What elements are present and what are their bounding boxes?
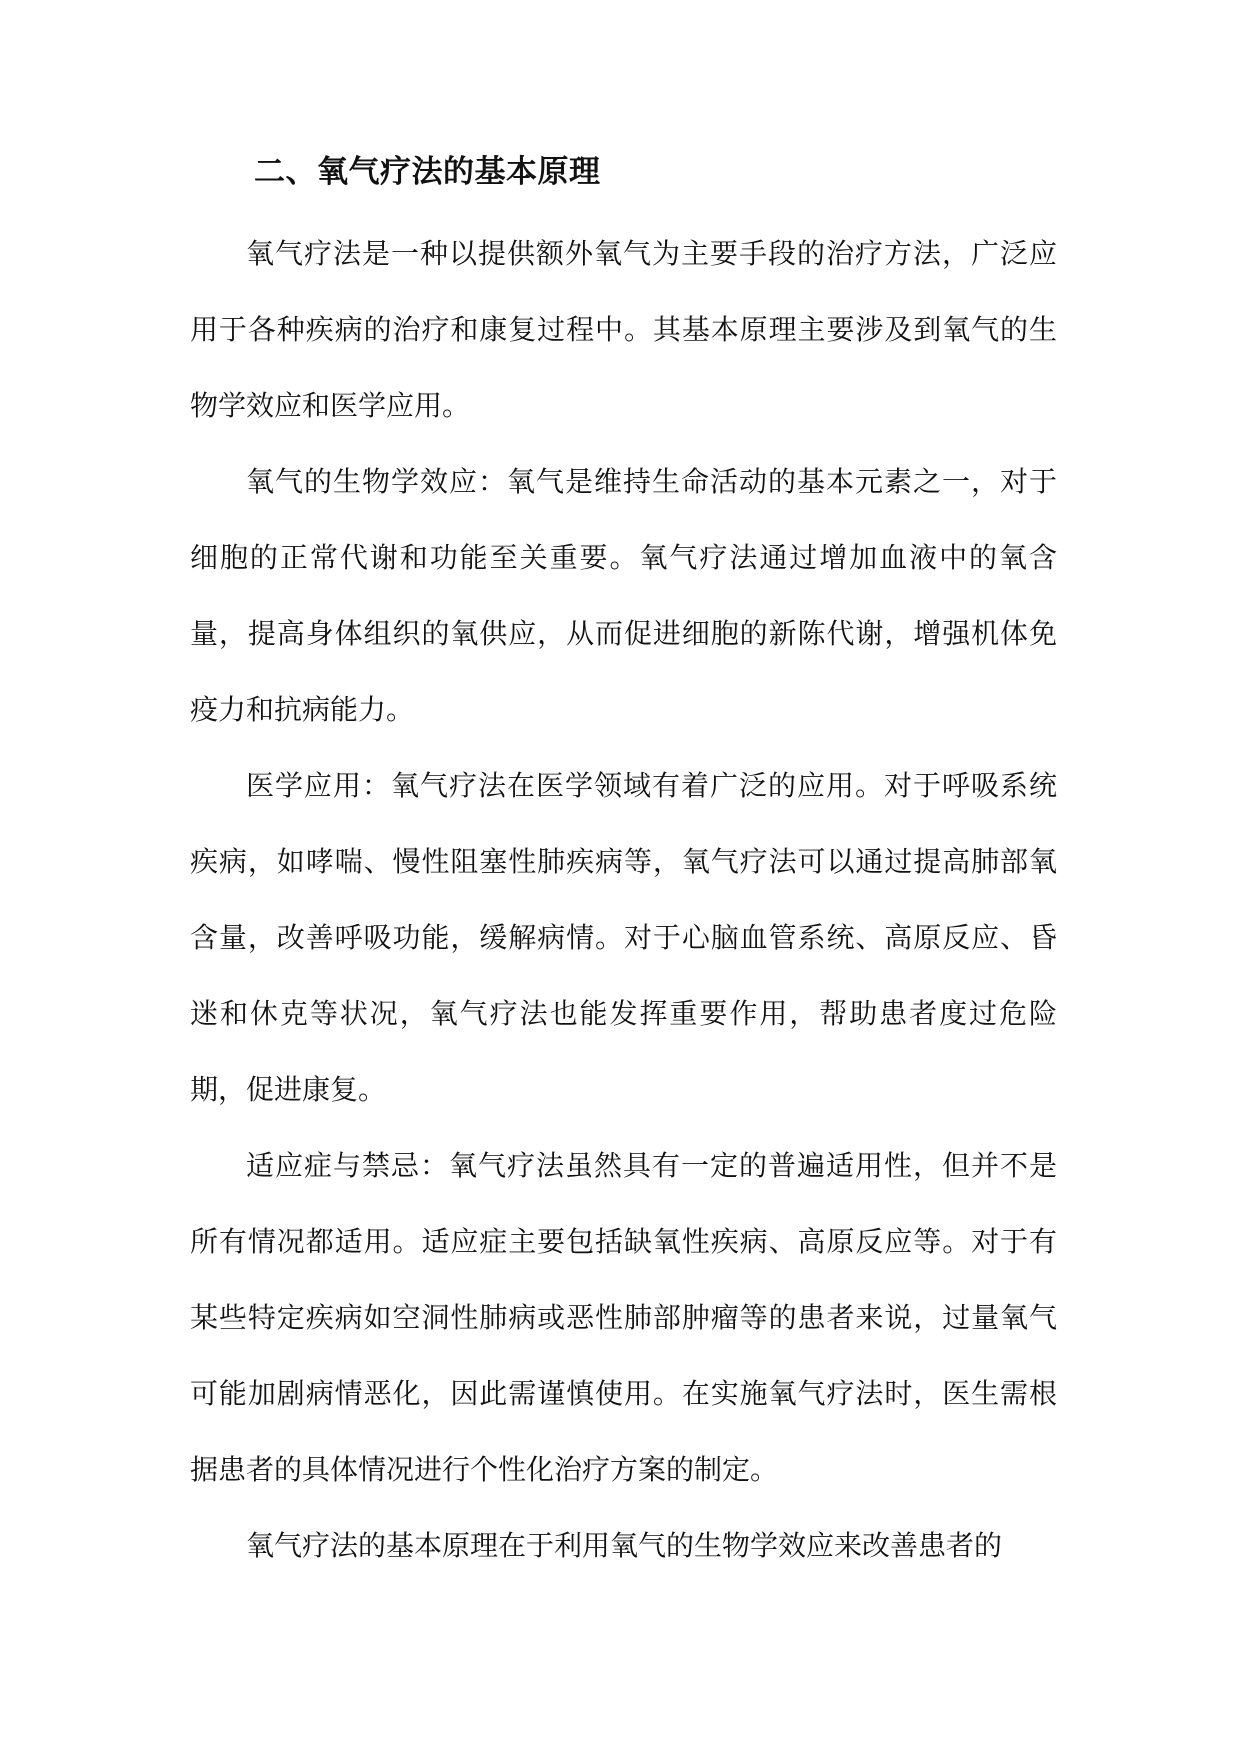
section-heading: 二、氧气疗法的基本原理 xyxy=(254,154,601,190)
paragraph-intro: 氧气疗法是一种以提供额外氧气为主要手段的治疗方法，广泛应用于各种疾病的治疗和康复过程中。其基本原理主要涉及到氧气的生物学效应和医学应用。 xyxy=(190,237,1057,422)
paragraph-indications-contraindications: 适应症与禁忌：氧气疗法虽然具有一定的普遍适用性，但并不是所有情况都适用。适应症主要包括缺氧性疾病、高原反应等。对于有某些特定疾病如空洞性肺病或恶性肺部肿瘤等的患者来说，过量氧气可能加剧病情恶化，因此需谨慎使用。在实施氧气疗法时，医生需根据患者的具体情况进行个性化治疗方案的制定。 xyxy=(190,1149,1057,1486)
paragraph-summary: 氧气疗法的基本原理在于利用氧气的生物学效应来改善患者的 xyxy=(246,1529,1003,1562)
paragraph-medical-applications: 医学应用：氧气疗法在医学领域有着广泛的应用。对于呼吸系统疾病，如哮喘、慢性阻塞性肺疾病等，氧气疗法可以通过提高肺部氧含量，改善呼吸功能，缓解病情。对于心脑血管系统、高原反应、昏迷和休克等状况，氧气疗法也能发挥重要作用，帮助患者度过危险期，促进康复。 xyxy=(190,769,1057,1106)
paragraph-biological-effects: 氧气的生物学效应：氧气是维持生命活动的基本元素之一，对于细胞的正常代谢和功能至关重要。氧气疗法通过增加血液中的氧含量，提高身体组织的氧供应，从而促进细胞的新陈代谢，增强机体免疫力和抗病能力。 xyxy=(190,465,1057,726)
